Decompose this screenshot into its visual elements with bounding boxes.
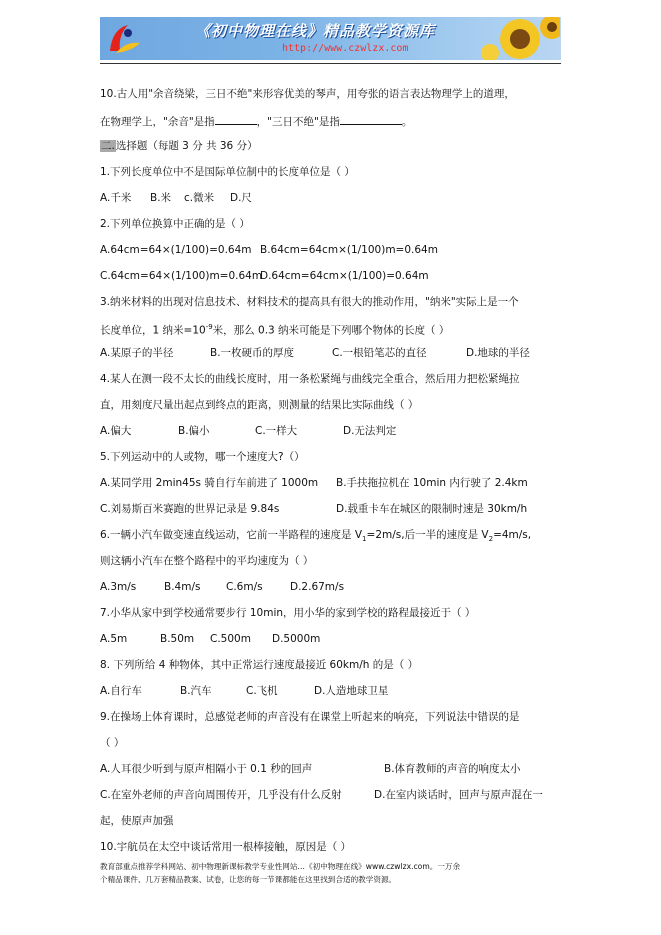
option: D.在室内谈话时，回声与原声混在一: [374, 789, 543, 801]
option: C.飞机: [246, 685, 278, 697]
option: A.千米: [100, 192, 132, 204]
answer-blank-2[interactable]: [340, 113, 402, 125]
footer-line-1: 教育部重点推荐学科网站、初中物理新课标教学专业性网站…《初中物理在线》www.czwlzx.com。一万余: [100, 862, 461, 871]
question-stem: 7.小华从家中到学校通常要步行 10min，用小华的家到学校的路程最接近于（ ）: [100, 607, 476, 619]
page-footer: [100, 860, 562, 886]
option: D.地球的半径: [466, 347, 530, 359]
option: B.一枚硬币的厚度: [210, 347, 295, 359]
question-stem-continued: 长度单位，1 纳米$=10^{-9}$米，那么 0.3 纳米可能是下列哪个物体的长度（ ）: [100, 323, 450, 337]
option: C.500m: [210, 633, 251, 645]
question-stem: 5.下列运动中的人或物，哪一个速度大?（）: [100, 451, 305, 463]
question-stem: 9.在操场上体育课时，总感觉老师的声音没有在课堂上听起来的响亮，下列说法中错误的是: [100, 711, 520, 723]
option: C.一根铅笔芯的直径: [332, 347, 427, 359]
option: A.某同学用 2min45s 骑自行车前进了 1000m: [100, 477, 319, 489]
option: D.载重卡车在城区的限制时速是 30km/h: [336, 503, 528, 515]
question-stem: 1.下列长度单位中不是国际单位制中的长度单位是（ ）: [100, 166, 355, 178]
option: B.米: [150, 192, 172, 204]
option: C.6m/s: [226, 581, 263, 593]
question-stem: 4.某人在测一段不太长的曲线长度时，用一条松紧绳与曲线完全重合，然后用力把松紧绳拉: [100, 373, 520, 385]
option: A.某原子的半径: [100, 347, 174, 359]
question-stem: 3.纳米材料的出现对信息技术、材料技术的提高具有很大的推动作用，"纳米"实际上是一个: [100, 296, 519, 308]
option: C.64cm=64×(1/100)m=0.64m: [100, 270, 263, 282]
site-logo-icon: [106, 21, 142, 57]
option: B.体育教师的声音的响度太小: [384, 763, 521, 775]
option: B.4m/s: [164, 581, 201, 593]
footer-line-2: 个精品课件、几万套精品教案、试卷，让您的每一节课都能在这里找到合适的教学资源。: [100, 875, 397, 884]
question-stem: 2.下列单位换算中正确的是（ ）: [100, 218, 250, 230]
question-stem: 8. 下列所给 4 种物体，其中正常运行速度最接近 60km/h 的是（ ）: [100, 659, 419, 671]
option: C.刘易斯百米赛跑的世界记录是 9.84s: [100, 503, 280, 515]
banner-url[interactable]: http://www.czwlzx.com: [282, 43, 409, 54]
option: A.3m/s: [100, 581, 137, 593]
option: D.尺: [230, 192, 252, 204]
section-title: 选择题（每题 3 分 共 36 分）: [115, 140, 258, 152]
header-banner: [100, 17, 561, 60]
banner-title: 《初中物理在线》精品教学资源库: [195, 22, 436, 40]
option: A.偏大: [100, 425, 132, 437]
question-10-fill-line-2: 在物理学上，"余音"是指 ，"三日不绝"是指 。: [100, 113, 412, 129]
question-stem: 6.一辆小汽车做变速直线运动，它前一半路程的速度是 $V_1=2m/s$,后一半的速度是 $V_2=4m/s$,: [100, 529, 532, 544]
header-divider: [100, 63, 561, 64]
option: c.微米: [184, 192, 215, 204]
option: A.自行车: [100, 685, 142, 697]
question-10-fill-line-1: 10.古人用"余音绕梁，三日不绝"来形容优美的琴声，用夸张的语言表达物理学上的道理，: [100, 88, 515, 100]
section-number: 二.: [101, 140, 115, 152]
option: D.无法判定: [343, 425, 397, 437]
option: D.2.67m/s: [290, 581, 345, 593]
option: D.64cm=64cm×(1/100)=0.64m: [260, 270, 429, 282]
option: B.偏小: [178, 425, 210, 437]
question-stem-continued: 则这辆小汽车在整个路程中的平均速度为（ ）: [100, 555, 314, 567]
option: B.64cm=64cm×(1/100)m=0.64m: [260, 244, 438, 256]
question-stem-continued: 直，用刻度尺量出起点到终点的距离，则测量的结果比实际曲线（ ）: [100, 399, 419, 411]
option: A.64cm=64×(1/100)=0.64m: [100, 244, 252, 256]
option: C.在室外老师的声音向周围传开，几乎没有什么反射: [100, 789, 342, 801]
sunflower-decoration-icon: [470, 17, 560, 60]
question-stem-continued: （ ）: [100, 737, 125, 749]
option: D.人造地球卫星: [314, 685, 389, 697]
option: B.50m: [160, 633, 195, 645]
option: C.一样大: [255, 425, 298, 437]
option: A.5m: [100, 633, 128, 645]
section-heading: [100, 139, 258, 153]
option-continued: 起，使原声加强: [100, 815, 174, 827]
option: D.5000m: [272, 633, 321, 645]
question-stem: 10.宇航员在太空中谈话常用一根棒接触，原因是（ ）: [100, 841, 352, 853]
option: B.手扶拖拉机在 10min 内行驶了 2.4km: [336, 477, 528, 489]
answer-blank-1[interactable]: [215, 113, 257, 125]
option: A.人耳很少听到与原声相隔小于 0.1 秒的回声: [100, 763, 313, 775]
option: B.汽车: [180, 685, 212, 697]
